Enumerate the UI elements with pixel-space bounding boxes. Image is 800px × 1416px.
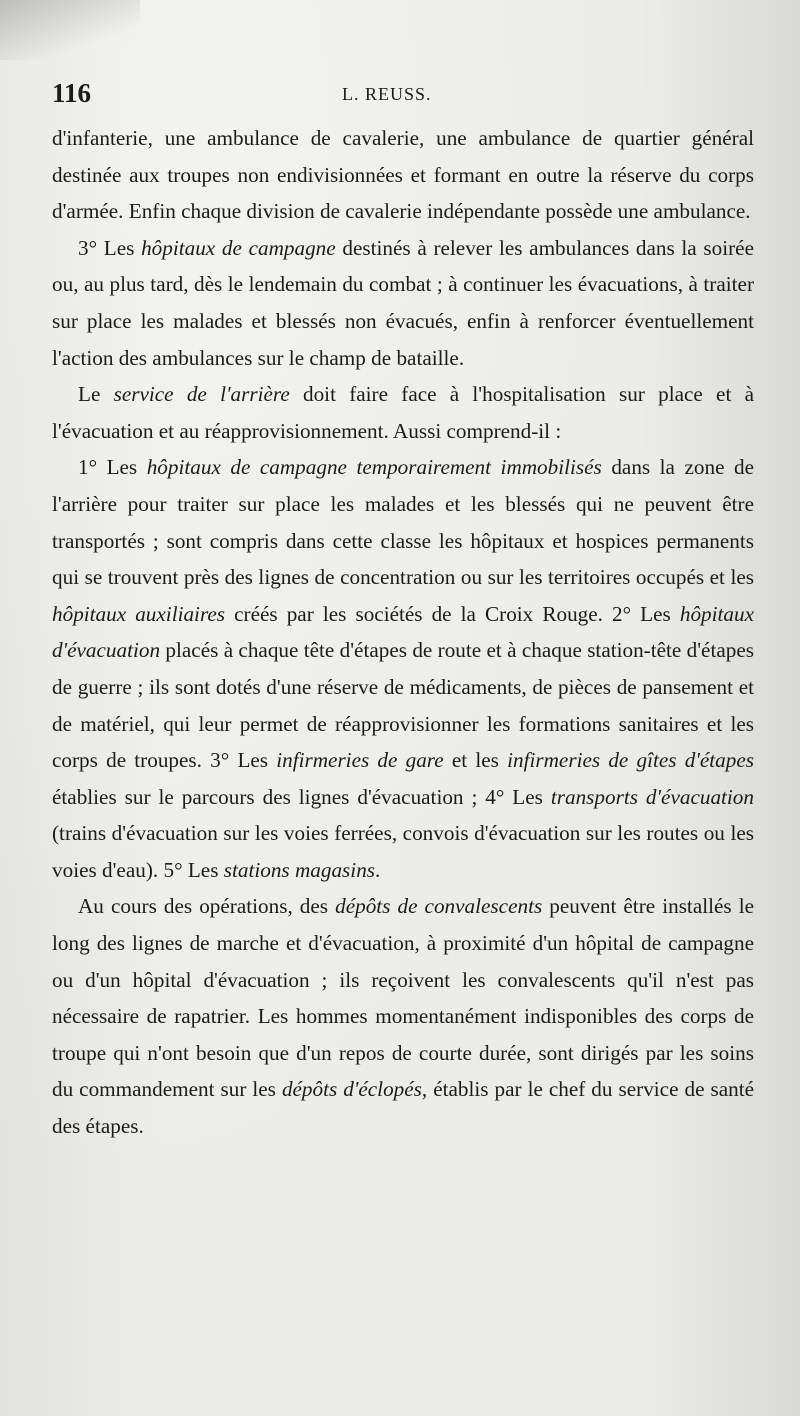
italic-text: transports d'évacuation (550, 784, 754, 809)
text-run: Le (78, 382, 114, 407)
scan-shadow (0, 0, 140, 60)
text-run: créés par les sociétés de la Croix Rouge. 2° Les (225, 601, 680, 626)
page-number: 116 (52, 78, 92, 108)
italic-text: infirmeries de gare (276, 748, 444, 773)
text-run: , établis par le chef du service de santé des étapes. (52, 1077, 755, 1139)
text-run: dans la zone de l'arrière pour traiter sur place les malades et les blessés qui ne peuvent être transportés ; sont compris dans cette classe les hôpitaux et hospices permanents qui se trouvent près des lignes de concentration ou sur les territoires occupés et les (52, 455, 754, 590)
italic-text: dépôts d'éclopés (281, 1077, 422, 1102)
text-run: (trains d'évacuation sur les voies ferrées, convois d'évacuation sur les routes ou les voies d'eau). 5° Les (52, 821, 754, 882)
text-run: . (375, 857, 381, 882)
italic-text: dépôts de convalescents (335, 894, 543, 919)
text-run: établies sur le parcours des lignes d'évacuation ; 4° Les (52, 784, 551, 809)
paragraph (52, 376, 754, 449)
text-run: 1° Les (78, 455, 147, 480)
text-run: doit faire face à l'hospitalisation sur place et à l'évacuation et au réapprovisionnement. Aussi comprend-il : (52, 382, 754, 443)
italic-text: service de l'arrière (113, 382, 290, 407)
paragraph (52, 449, 754, 888)
body-text (52, 120, 754, 1145)
paragraph (52, 230, 754, 376)
italic-text: hôpitaux de campagne (141, 235, 336, 260)
italic-text: stations magasins (223, 857, 376, 882)
italic-text: hôpitaux de campagne temporairement immobilisés (146, 455, 602, 480)
text-run: Au cours des opérations, des (78, 894, 336, 919)
text-run: placés à chaque tête d'étapes de route et à chaque station-tête d'étapes de guerre ; ils sont dotés d'une réserve de médicaments, de pièces de pansement et de matériel, qui leur permet de réapprovisionner les formations sanitaires et les corps de troupes. 3° Les (52, 638, 754, 773)
page-header (52, 78, 752, 118)
text-run: destinés à relever les ambulances dans la soirée ou, au plus tard, dès le lendemain du combat ; à continuer les évacuations, à traiter sur place les malades et blessés non évacués, enfin à renforcer éventuellement l'action des ambulances sur le champ de bataille. (52, 235, 754, 370)
text-run: peuvent être installés le long des lignes de marche et d'évacuation, à proximité d'un hôpital de campagne ou d'un hôpital d'évacuation ; ils reçoivent les convalescents qu'il n'est pas nécessaire de rapatrier. Les hommes momentanément indisponibles des corps de troupe qui n'ont besoin que d'un repos de courte durée, sont dirigés par les soins du commandement sur les (52, 894, 754, 1102)
text-run: et les (443, 748, 508, 773)
italic-text: hôpitaux d'évacuation (52, 601, 754, 663)
running-head: L. REUSS. (342, 84, 432, 104)
italic-text: infirmeries de gîtes d'étapes (507, 748, 754, 773)
paragraph (52, 888, 754, 1144)
text-run: d'infanterie, une ambulance de cavalerie, une ambulance de quartier général destinée aux troupes non endivisionnées et formant en outre la réserve du corps d'armée. Enfin chaque division de cavalerie indépendante possède une ambulance. (52, 126, 754, 224)
text-run: 3° Les (78, 235, 142, 260)
paragraph (52, 120, 754, 230)
italic-text: hôpitaux auxiliaires (52, 601, 226, 626)
